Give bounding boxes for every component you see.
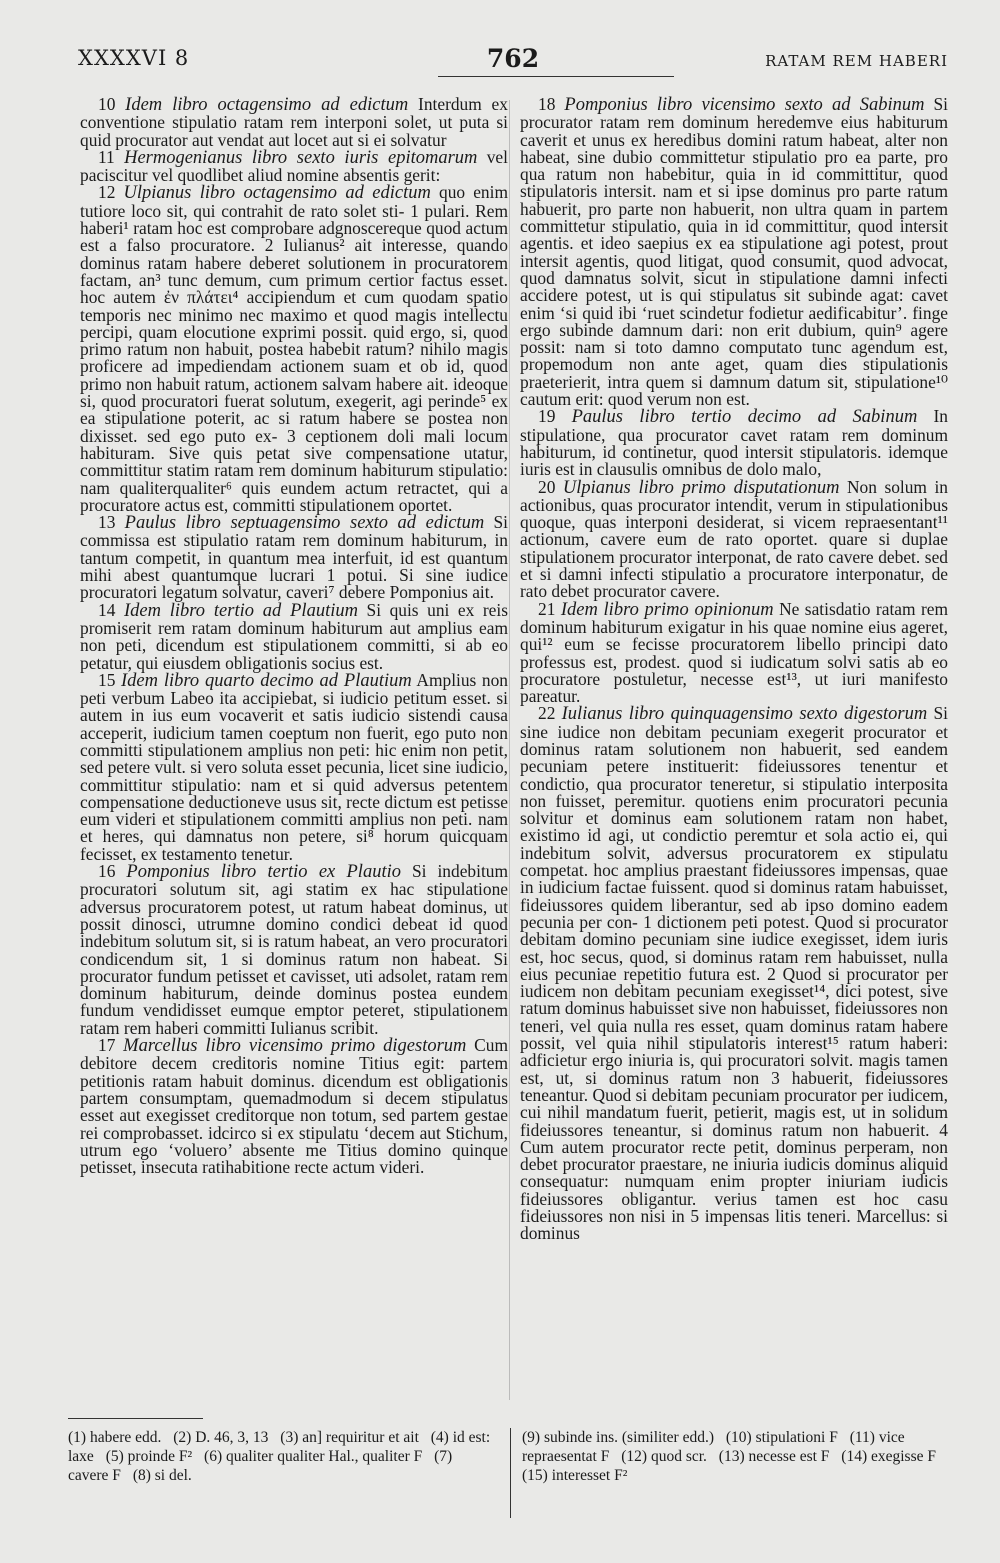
footnote: (7) cavere F xyxy=(68,1448,453,1484)
fragment-text: In stipulatione, qua procurator cavet ratam rem dominum habiturum, id continetur, quod intersit stipulatoris. idemque iuris est in clausulis omnibus de dolo malo, xyxy=(520,406,948,480)
fragment-source: Pomponius libro vicensimo sexto ad Sabinum xyxy=(564,95,925,115)
fragment-number: 10 xyxy=(98,94,116,114)
fragment-source: Paulus libro septuagensimo sexto ad edictum xyxy=(124,513,485,534)
fragment-number: 22 xyxy=(538,703,556,724)
fragment-paragraph xyxy=(520,705,948,1242)
fragment-text: Amplius non peti verbum Labeo ita accipiebat, si iudicio petitum esset. si autem in ius eum vocaverit et satis iudicio sistendi causa acceperit, iudicium tamen coeptum non fuerit, ego puto non committi stipulationem amplius non peti: hic enim non petit, sed petere vult. si vero soluta esset pecunia, licet sine iudicio, committitur stipulatio: nam et si quid adversus petentem compensatione deductioneve usus sit, recte dictum est petisse eum videri et stipulationem committi amplius non peti. nam et heres, qui damnatus non petere, si⁸ horum quicquam fecisset, ex testamento tenetur. xyxy=(80,669,508,864)
fragment-source: Idem libro primo opinionum xyxy=(560,599,774,620)
fragment-paragraph xyxy=(520,408,948,478)
footnote: (1) habere edd. xyxy=(68,1429,162,1446)
footnote-rule xyxy=(68,1418,203,1419)
footnotes-right xyxy=(522,1428,947,1485)
fragment-text: Si quis uni ex reis promiserit rem ratam dominum habiturum aut amplius eam non peti, dicendum est stipulationem committi, si ab eo petatur, qui eiusdem obligationis socius est. xyxy=(80,599,508,673)
fragment-number: 13 xyxy=(98,512,116,533)
footnote: (15) interesset F² xyxy=(522,1467,628,1484)
fragment-text: Si commissa est stipulatio ratam rem dominum habiturum, in tantum competit, in quantum mea interfuit, id est quantum mihi abest quantumque lucrari 1 potui. Si sine iudice procuratori legatum solvatur, caveri⁷ debere Pomponius ait. xyxy=(80,512,508,603)
fragment-paragraph xyxy=(80,184,508,514)
header-rule xyxy=(438,76,674,77)
fragment-number: 17 xyxy=(98,1035,116,1056)
page-number: 762 xyxy=(486,44,540,73)
running-header xyxy=(78,44,948,80)
footnote: (12) quod scr. xyxy=(621,1448,707,1465)
fragment-text: Cum debitore decem creditoris nomine Titius egit: partem petitionis ratam habuit dominus. dicendum est obligationis partem consumptam, quemadmodum si decem stipulatus esset aut exegisset creditorque non totum, sed partem gestae rei comprobasset. idcirco si ex stipulatu ‘decem aut Stichum, utrum ego ‘voluero’ absente me Titius domino quinque petisset, insecuta ratihabitione recte actum videri. xyxy=(80,1035,508,1178)
footnote-divider xyxy=(510,1428,511,1518)
footnote: (13) necesse est F xyxy=(718,1448,830,1465)
fragment-number: 18 xyxy=(538,94,556,114)
fragment-source: Hermogenianus libro sexto iuris epitomarum xyxy=(124,147,478,168)
fragment-number: 11 xyxy=(98,146,115,167)
footnote: (11) vice repraesentat F xyxy=(522,1429,905,1465)
fragment-text: Ne satisdatio ratam rem dominum habiturum exigatur in his quae nomine eius ageret, qui¹² eum se fecisse procuratorem libello principi dato professus est, prodest. quod si iudicatum solvi satis ab eo procuratore postuletur, necesse est¹³, ut iuri manifesto pareatur. xyxy=(520,598,948,707)
footnote: (2) D. 46, 3, 13 xyxy=(173,1429,269,1446)
fragment-source: Paulus libro tertio decimo ad Sabinum xyxy=(571,407,918,428)
fragment-paragraph xyxy=(80,669,508,864)
fragment-paragraph xyxy=(520,476,948,602)
fragment-text: quo enim tutiore loco sit, qui contrahit de rato solet sti- 1 pulari. Rem haberi¹ ratam hoc est comprobare adgnoscereque quod actum est a falso procuratore. 2 Iulianus² ait interesse, quando dominus ratam habere deberet solutionem in procuratorem factam, an³ tunc demum, cum primum certior factus esset. hoc autem ἐν πλάτει⁴ accipiendum et cum quodam spatio temporis nec minimo nec maximo et quod magis intellectu percipi, quam elocutione exprimi possit. quid ergo, si, quod primo ratum non habuit, postea habebit ratum? nihilo magis proficere ad impediendam actionem suam et ob id, quod primo non habuit ratum, actionem salvam habere ait. ideoque si, quod procuratori fuerat solutum, exegerit, agi perinde⁵ ex ea stipulatione poterit, ac si ratum habere se postea non dixisset. sed ego puto ex- 3 ceptionem doli mali locum habituram. Sive quis petat sive compensatione utatur, committitur statim ratam rem dominum habiturum stipulatio: nam qualiterqualiter⁶ quis eundem actum retractet, qui a procuratore actus est, committi stipulationem oportet. xyxy=(80,182,508,515)
footnote: (14) exegisse F xyxy=(841,1448,936,1465)
fragment-text: vel paciscitur vel quodlibet aliud nomine absentis gerit: xyxy=(80,146,508,186)
footnote: (3) an] requiritur et ait xyxy=(280,1429,419,1446)
fragment-source: Ulpianus libro primo disputationum xyxy=(562,477,840,498)
fragment-paragraph xyxy=(80,146,508,186)
fragment-number: 14 xyxy=(98,599,116,620)
fragment-source: Pomponius libro tertio ex Plautio xyxy=(126,862,401,883)
fragment-text: Si sine iudice non debitam pecuniam exegerit procurator et dominus ratam solutionem non habuerit, sed eandem pecuniam petere instituerit: fideiussores tenentur et condictio, qua procurator teneretur, si stipulatio interposita non fuisset, peremitur. quotiens enim procuratori pecunia solvitur et dominus eam solutionem ratam non habet, existimo id agi, ut condictio peremtur et sola actio ei, qui indebitum solvit, adversus procuratorem ex stipulatu competat. hoc amplius praestant fideiussores impensas, quae in iudicium factae fuissent. quod si dominus ratam habuisset, fideiussores quidem liberantur, sed ab ipso domino eadem pecunia per con- 1 dictionem peti potest. Quod si procurator debitam domino pecuniam sine iudice exegisset, idem iuris est, hoc secus, quod, si dominus ratam rem habuisset, nulla eius pecuniae repetitio futura est. 2 Quod si procurator per iudicem non debitam pecuniam exegisset¹⁴, dici potest, sive ratum dominus habuisset sive non habuisset, fideiussores non teneri, vel quia nulla res esset, quam dominus ratam habere possit, vel quia nihil stipulatoris interest¹⁵ ratum haberi: adficietur ergo iniuria is, qui procuratori solvit. magis tamen est, ut, si dominus ratum non 3 habuerit, fideiussores teneantur. Quod si debitam pecuniam procurator per iudicem, cui nihil mandatum fuerit, petierit, magis est, ut in solidum fideiussores teneantur, si dominus ratum non habuerit. 4 Cum autem procurator recte petit, dominus perperam, non debet procurator praestare, ne iniuria iudicis dominus aliquid consequatur: numquam enim propter iniuriam iudicis fideiussores obligantur. verius tamen est hoc casu fideiussores non nisi in 5 impensas litis teneri. Marcellus: si dominus xyxy=(520,703,948,1244)
footnote: (8) si del. xyxy=(132,1467,192,1484)
footnote: (5) proinde F² xyxy=(105,1448,193,1465)
fragment-paragraph xyxy=(80,96,508,149)
fragment-text: Non solum in actionibus, quas procurator intendit, verum in stipulationibus quoque, quas interponi desiderat, si vicem repraesentant¹¹ actionum, cavere eum de rato oportet. quare si duplae stipulationem procurator interponat, de rato cavere debet. sed et si damni infecti stipulatio a procuratore interponatur, de rato debet procurator cavere. xyxy=(520,476,948,602)
fragment-paragraph xyxy=(80,863,508,1037)
fragment-source: Iulianus libro quinquagensimo sexto digestorum xyxy=(561,704,928,725)
fragment-number: 12 xyxy=(98,182,116,203)
fragment-text: Interdum ex conventione stipulatio ratam rem interponi solet, ut puta si quid procurator aut vendat aut locet aut si ei solvatur xyxy=(80,94,508,150)
right-text-column xyxy=(520,96,948,1243)
left-text-column xyxy=(80,96,508,1176)
fragment-source: Idem libro quarto decimo ad Plautium xyxy=(121,670,412,691)
footnote: (6) qualiter qualiter Hal., qualiter F xyxy=(204,1448,423,1465)
footnote: (9) subinde ins. (similiter edd.) xyxy=(522,1429,714,1446)
fragment-paragraph xyxy=(520,598,948,707)
fragment-source: Idem libro octagensimo ad edictum xyxy=(125,95,409,115)
fragment-number: 21 xyxy=(538,598,556,619)
footnotes-left xyxy=(68,1428,493,1485)
fragment-paragraph xyxy=(520,96,948,408)
fragment-paragraph xyxy=(80,514,508,601)
footnote: (10) stipulationi F xyxy=(725,1429,838,1446)
fragment-number: 16 xyxy=(98,861,116,882)
fragment-number: 19 xyxy=(538,406,556,427)
column-divider xyxy=(509,100,510,1400)
fragment-text: Si procurator ratam rem dominum heredemve eius habiturum caverit et unus ex heredibus domini ratum habeat, alter non habeat, sine dubio committetur stipulatio pro ea parte, pro qua ratum non habebitur, quia in id committitur, quod stipulatoris intersit. nam et si ipse dominus pro parte ratum habuerit, pro parte non habuerit, non ultra quam in partem committetur stipulatio, quia in id committitur, quod intersit agentis. et ideo saepius ex ea stipulatione agi potest, prout intersit agentis, quod litigat, quod consumit, quod advocat, quod damnatus solvit, sicut in stipulatione damni infecti accidere potest, ut is qui stipulatus sit subinde agat: cavet enim ‘si quid ibi ‘ruet scindetur fodietur aedificabitur’. finge ergo subinde damnum dari: non erit dubium, quin⁹ agere possit: nam si toto damno computato tunc agendum est, propemodum non ante aget, quam dies stipulationis praeterierit, intra quem si damnum datum sit, stipulatione¹⁰ cautum erit: quod verum non est. xyxy=(520,94,949,410)
fragment-paragraph xyxy=(80,599,508,673)
footnote: (4) id est: laxe xyxy=(68,1429,491,1465)
header-section-title: RATAM REM HABERI xyxy=(765,52,948,70)
fragment-text: Si indebitum procuratori solutum sit, agi statim ex hac stipulatione adversus procuratorem potest, ut ratum habeat dominus, ut possit dinosci, utrumne domino condici debeat id quod indebitum solutum sit, si is ratum habeat, an vero procuratori condicendum sit, 1 si dominus ratum non habeat. Si procurator fundum petisset et cavisset, uti adsolet, ratam rem dominum habiturum, deinde dominus postea eundem fundum vendidisset eumque emptor peteret, stipulationem ratam rem haberi committi Iulianus scribit. xyxy=(80,861,509,1038)
fragment-source: Idem libro tertio ad Plautium xyxy=(123,600,358,621)
fragment-paragraph xyxy=(80,1037,508,1176)
fragment-number: 20 xyxy=(538,476,556,497)
fragment-source: Ulpianus libro octagensimo ad edictum xyxy=(123,183,431,204)
fragment-number: 15 xyxy=(98,669,116,690)
header-title-reference: XXXXVI 8 xyxy=(78,46,190,70)
fragment-source: Marcellus libro vicensimo primo digestorum xyxy=(123,1036,467,1057)
